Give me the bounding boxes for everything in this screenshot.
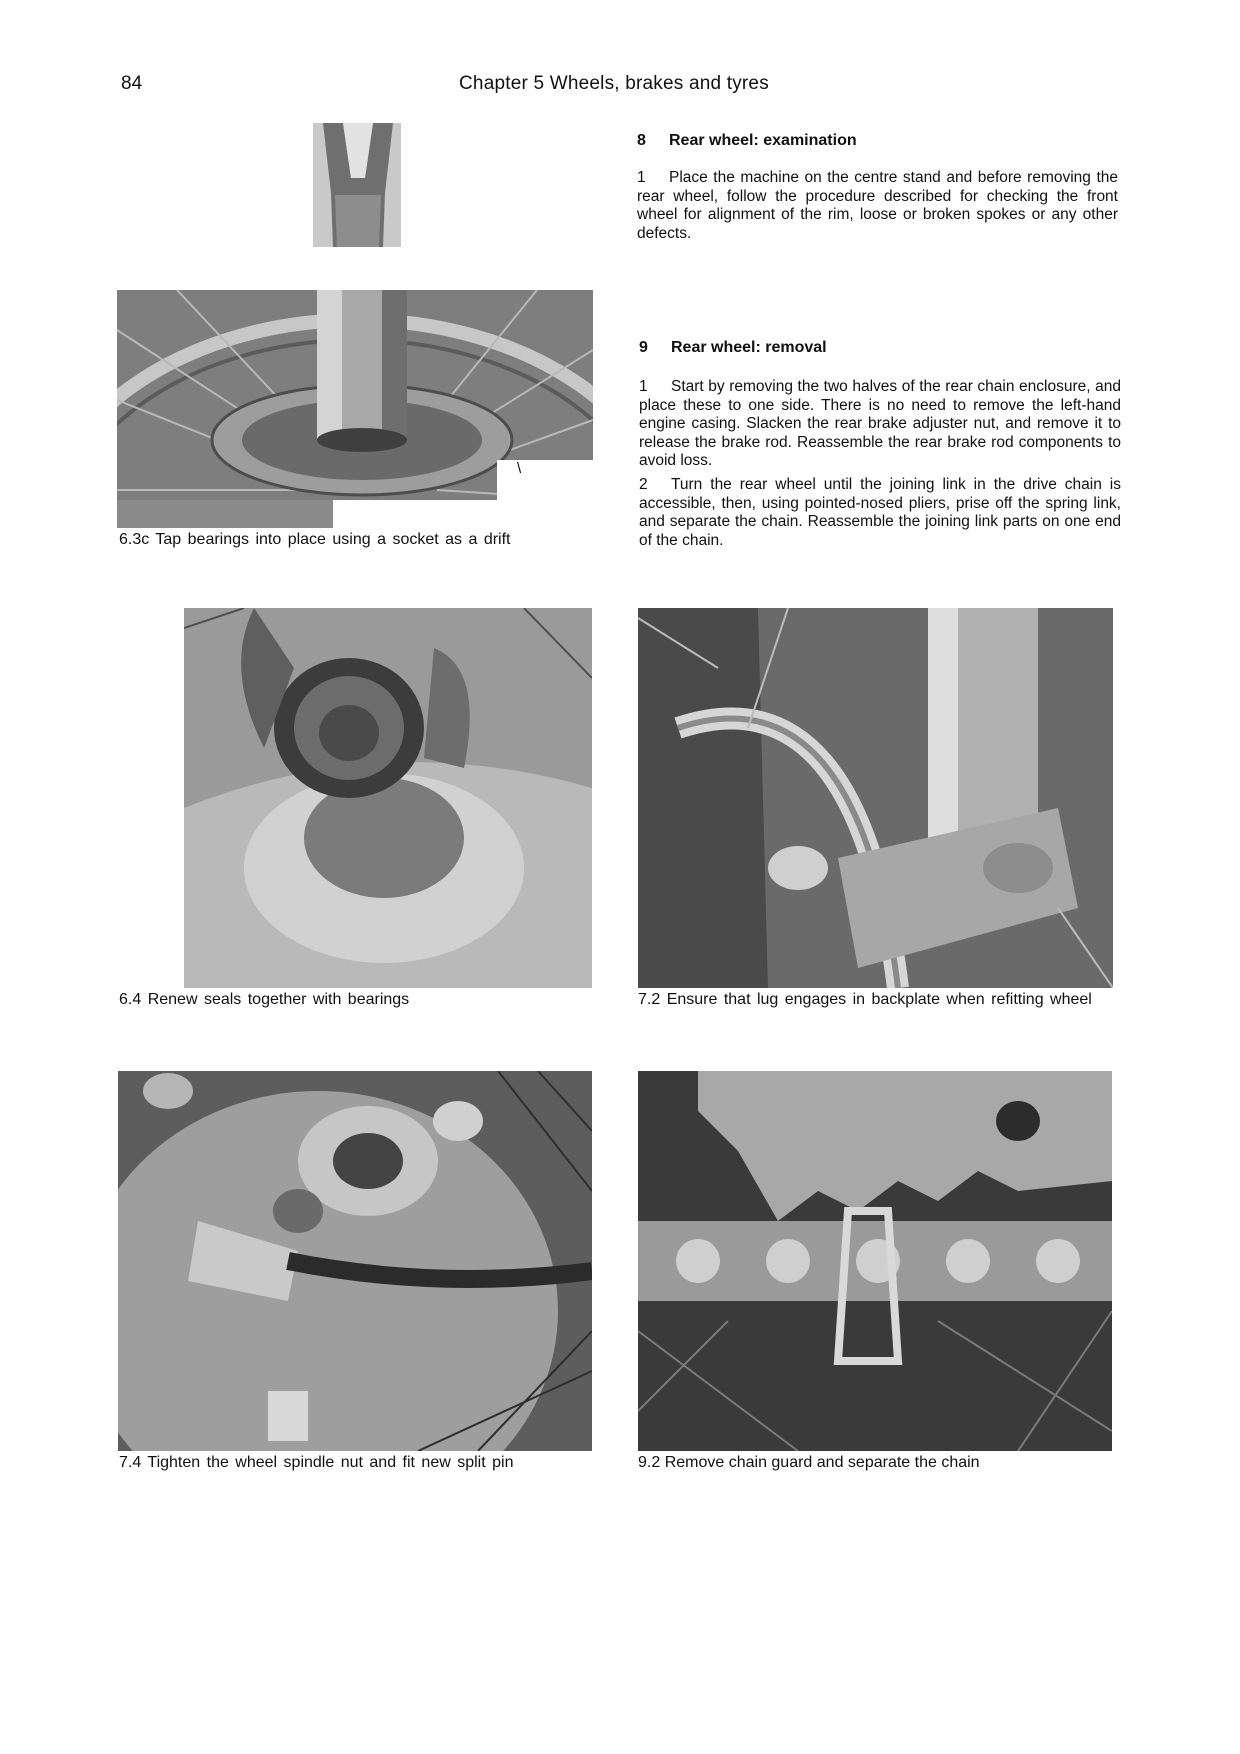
photo-7-4-spindle-nut xyxy=(118,1071,592,1451)
section-title: Rear wheel: examination xyxy=(669,132,857,149)
photo-drift-tool xyxy=(313,123,401,247)
section-title: Rear wheel: removal xyxy=(671,339,827,356)
paragraph-text: Turn the rear wheel until the joining link in the drive chain is accessible, then, using pointed-nosed pliers, prise off the spring link, and separate the chain. Reassemble the joining link parts on one end of the chain. xyxy=(639,476,1121,549)
section-8-heading xyxy=(637,132,857,150)
section-number: 9 xyxy=(639,339,648,356)
caption-9-2: 9.2 Remove chain guard and separate the chain xyxy=(638,1454,980,1471)
caption-7-2: 7.2 Ensure that lug engages in backplate when refitting wheel xyxy=(638,991,1092,1008)
section-9-heading xyxy=(639,339,827,357)
caption-7-4: 7.4 Tighten the wheel spindle nut and fit new split pin xyxy=(119,1454,514,1471)
paragraph-number: 2 xyxy=(639,476,648,493)
paragraph-text: Start by removing the two halves of the rear chain enclosure, and place these to one side. There is no need to remove the left-hand engine casing. Slacken the rear brake adjuster nut, and remove it to release the brake rod. Reassemble the rear brake rod components to avoid loss. xyxy=(639,378,1121,469)
section-8-paragraph-1 xyxy=(637,169,1118,243)
chapter-title: Chapter 5 Wheels, brakes and tyres xyxy=(459,73,769,94)
paragraph-text: Place the machine on the centre stand and before removing the rear wheel, follow the procedure described for checking the front wheel for alignment of the rim, loose or broken spokes or any other defects. xyxy=(637,169,1118,242)
section-9-paragraph-1 xyxy=(639,378,1121,471)
photo-7-2-backplate xyxy=(638,608,1113,988)
stray-mark: \ xyxy=(517,460,522,477)
section-9-paragraph-2 xyxy=(639,476,1121,550)
paragraph-number: 1 xyxy=(639,378,648,395)
caption-6-4: 6.4 Renew seals together with bearings xyxy=(119,991,410,1008)
caption-6-3c: 6.3c Tap bearings into place using a socket as a drift xyxy=(119,531,511,548)
page-number: 84 xyxy=(121,73,143,94)
photo-6-3c-wheel-hub xyxy=(117,290,593,528)
photo-6-4-seal xyxy=(184,608,592,988)
photo-9-2-chain xyxy=(638,1071,1112,1451)
paragraph-number: 1 xyxy=(637,169,646,186)
section-number: 8 xyxy=(637,132,646,149)
